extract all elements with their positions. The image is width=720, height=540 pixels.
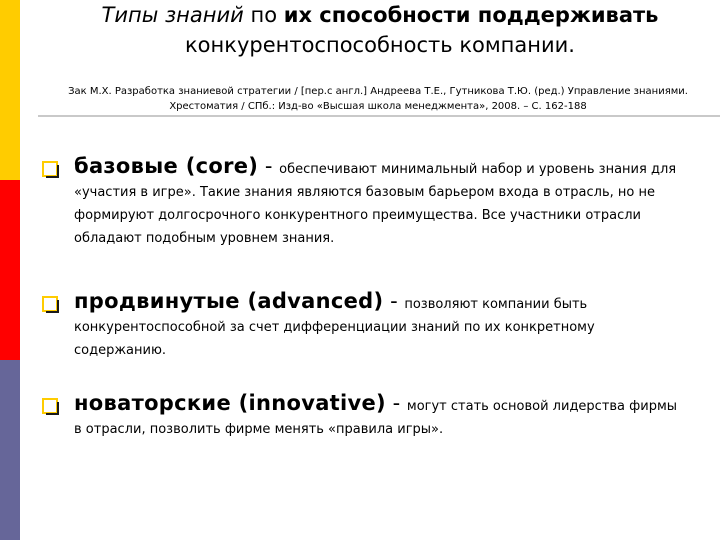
bullet-box-icon: [42, 296, 60, 314]
source-citation: Зак М.Х. Разработка знаниевой стратегии / [пер.с англ.] Андреева Т.Е., Гутникова Т.Ю. (ред.) Управление знаниями. Хрестоматия / СПб.: Изд-во «Высшая школа менеджмента», 2008. – С. 162-188: [68, 86, 688, 112]
title-bold: их способности поддерживать: [283, 3, 659, 27]
list-item-core: [42, 153, 682, 250]
list-item-advanced: [42, 288, 682, 362]
item-dash: -: [385, 391, 407, 415]
title-connector: по: [243, 3, 284, 27]
item-term: базовые (core): [74, 154, 259, 178]
bullet-box-icon: [42, 398, 60, 416]
divider-line: [38, 115, 720, 117]
title-ending: конкурентоспособность компании.: [185, 33, 575, 57]
item-description: обеспечивают минимальный набор и уровень знания для «участия в игре». Такие знания являются базовым барьером входа в отрасль, но не формируют долгосрочного конкурентного преимущества. Все участники отрасли обладают подобным уровнем знания.: [74, 162, 677, 246]
left-stripe-red: [0, 180, 20, 360]
bullet-box-icon: [42, 161, 60, 179]
item-term: новаторские (innovative): [74, 391, 386, 415]
item-description: позволяют компании быть конкурентоспособной за счет дифференциации знаний по их конкретному содержанию.: [74, 297, 595, 358]
item-dash: -: [258, 154, 280, 178]
item-dash: -: [383, 289, 405, 313]
left-stripe-yellow: [0, 0, 20, 180]
list-item-innovative: [42, 390, 682, 441]
title-italic: Типы знаний: [101, 3, 244, 27]
left-stripe-blue: [0, 360, 20, 540]
slide-title: [40, 0, 720, 60]
item-description: могут стать основой лидерства фирмы в отрасли, позволить фирме менять «правила игры».: [74, 399, 678, 437]
item-term: продвинутые (advanced): [74, 289, 384, 313]
